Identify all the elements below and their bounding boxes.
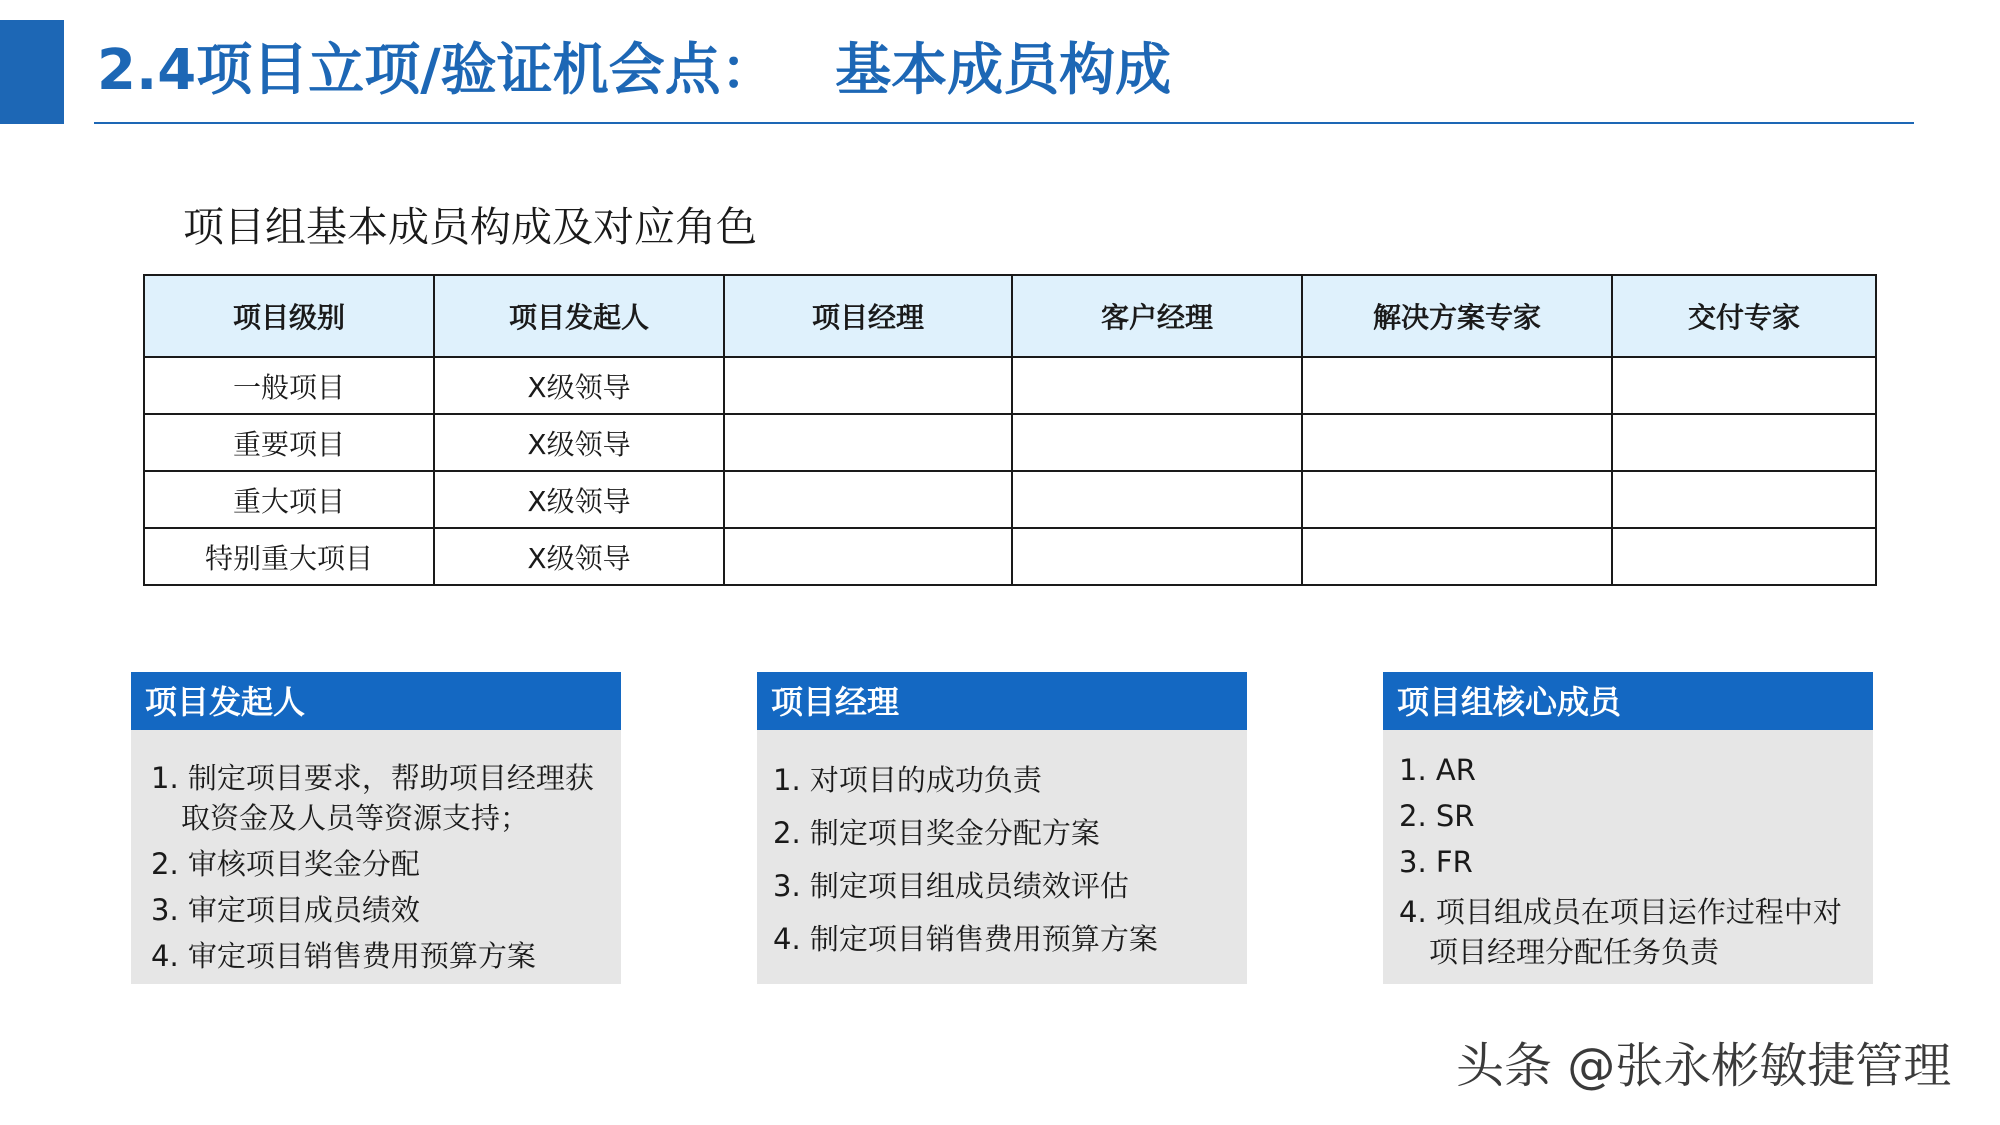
column-header: 解决方案专家 [1302, 275, 1612, 357]
page-title: 2.4项目立项/验证机会点： 基本成员构成 [97, 38, 1172, 103]
table-cell: X级领导 [434, 357, 724, 414]
table-cell: X级领导 [434, 414, 724, 471]
table-cell [1302, 357, 1612, 414]
column-header: 项目经理 [724, 275, 1012, 357]
list-item: 2. SR [1399, 799, 1475, 833]
table-cell [1012, 471, 1302, 528]
column-header: 客户经理 [1012, 275, 1302, 357]
card-duty-list [1383, 730, 1873, 972]
list-item: 2. 审核项目奖金分配 [151, 847, 420, 881]
list-item: 1. AR [1399, 753, 1476, 787]
table-cell [1012, 357, 1302, 414]
list-item: 2. 制定项目奖金分配方案 [773, 816, 1100, 850]
table-row [144, 414, 1876, 471]
table-cell: 特别重大项目 [144, 528, 434, 585]
table-cell: X级领导 [434, 528, 724, 585]
project-manager-role-card [757, 672, 1247, 984]
card-duty-list [131, 730, 621, 976]
table-cell [1612, 357, 1876, 414]
table-cell [1302, 528, 1612, 585]
table-row [144, 357, 1876, 414]
member-roles-table [143, 274, 1877, 586]
table-cell: 重大项目 [144, 471, 434, 528]
list-item: 4. 制定项目销售费用预算方案 [773, 922, 1158, 956]
table-row [144, 528, 1876, 585]
table-cell: X级领导 [434, 471, 724, 528]
column-header: 交付专家 [1612, 275, 1876, 357]
card-title: 项目发起人 [131, 672, 621, 730]
list-item: 1. 对项目的成功负责 [773, 763, 1042, 797]
table-cell: 一般项目 [144, 357, 434, 414]
table-cell [724, 471, 1012, 528]
card-title: 项目经理 [757, 672, 1247, 730]
table-cell [724, 528, 1012, 585]
card-title: 项目组核心成员 [1383, 672, 1873, 730]
title-accent-bar [0, 20, 64, 124]
table-cell [1612, 414, 1876, 471]
table-cell [1612, 528, 1876, 585]
table-row [144, 471, 1876, 528]
list-item: 4. 项目组成员在项目运作过程中对项目经理分配任务负责 [1399, 895, 1842, 969]
column-header: 项目发起人 [434, 275, 724, 357]
table-cell [1012, 528, 1302, 585]
list-item: 1. 制定项目要求，帮助项目经理获取资金及人员等资源支持； [151, 761, 594, 835]
card-duty-list [757, 730, 1247, 959]
table-cell [1612, 471, 1876, 528]
table-cell [724, 414, 1012, 471]
table-cell [1012, 414, 1302, 471]
core-members-role-card [1383, 672, 1873, 984]
table-cell [1302, 471, 1612, 528]
list-item: 4. 审定项目销售费用预算方案 [151, 939, 536, 973]
table-cell [724, 357, 1012, 414]
title-underline [94, 122, 1914, 124]
column-header: 项目级别 [144, 275, 434, 357]
list-item: 3. FR [1399, 845, 1473, 879]
table-caption: 项目组基本成员构成及对应角色 [183, 203, 757, 251]
sponsor-role-card [131, 672, 621, 984]
table-cell [1302, 414, 1612, 471]
list-item: 3. 制定项目组成员绩效评估 [773, 869, 1129, 903]
table-header-row [144, 275, 1876, 357]
table-cell: 重要项目 [144, 414, 434, 471]
source-watermark: 头条 @张永彬敏捷管理 [1456, 1038, 1952, 1094]
list-item: 3. 审定项目成员绩效 [151, 893, 420, 927]
